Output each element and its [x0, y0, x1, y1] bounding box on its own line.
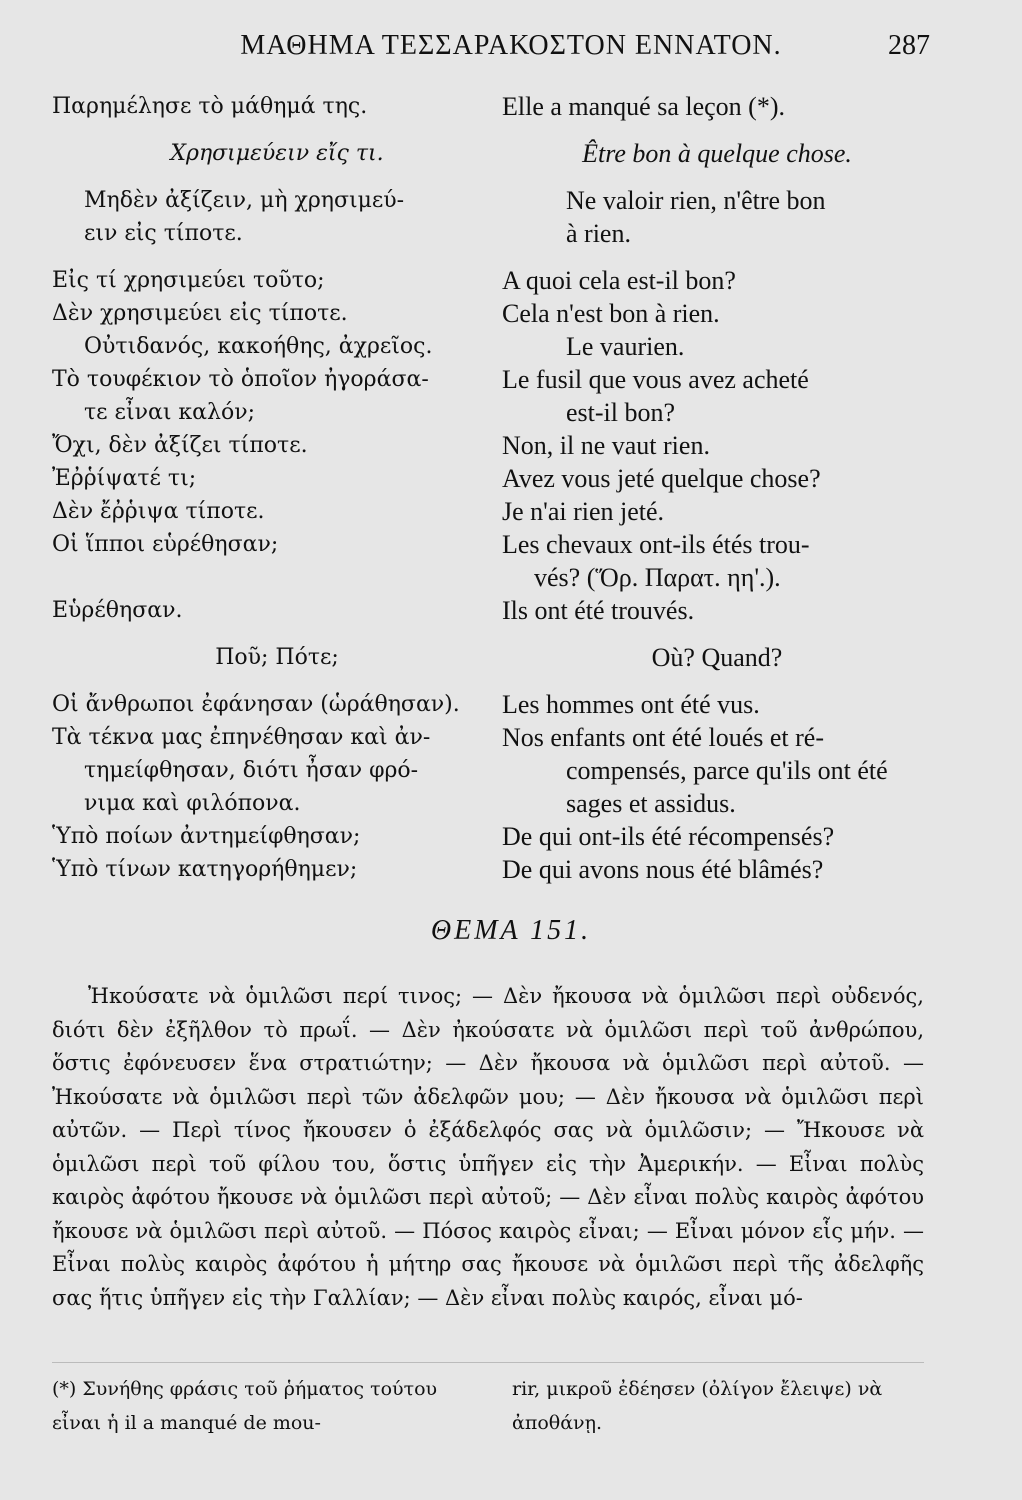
french-phrase: est-il bon? [566, 398, 676, 427]
french-phrase: Les chevaux ont-ils étés trou- [502, 530, 810, 559]
greek-phrase: Εἰς τί χρησιμεύει τοῦτο; [52, 268, 325, 293]
vocab-row [52, 594, 932, 627]
french-phrase: Ne valoir rien, n'être bon [566, 186, 826, 215]
greek-phrase: Οὐτιδανός, κακοήθης, ἀχρεῖος. [84, 334, 433, 359]
vocab-row [52, 528, 932, 561]
footnote [52, 1372, 924, 1440]
page-number: 287 [888, 30, 930, 61]
french-phrase: Elle a manqué sa leçon (*). [502, 92, 785, 121]
vocab-row [52, 90, 932, 123]
page-header [0, 30, 1022, 70]
vocab-row [52, 264, 932, 297]
french-phrase: De qui ont-ils été récompensés? [502, 822, 835, 851]
vocab-row [52, 137, 932, 170]
footnote-divider [52, 1362, 924, 1363]
vocab-row [52, 721, 932, 754]
french-phrase: Le fusil que vous avez acheté [502, 365, 809, 394]
footnote-right-column: rir, μικροῦ ἐδέησεν (ὀλίγον ἔλειψε) νὰ ἀποθάνῃ. [512, 1378, 883, 1434]
greek-phrase: Δὲν χρησιμεύει εἰς τίποτε. [52, 301, 348, 326]
greek-phrase: Δὲν ἔῤῥιψα τίποτε. [52, 499, 265, 524]
french-phrase: A quoi cela est-il bon? [502, 266, 736, 295]
greek-phrase: Παρημέλησε τὸ μάθημά της. [52, 94, 368, 119]
french-phrase: à rien. [566, 219, 631, 248]
french-phrase: Je n'ai rien jeté. [502, 497, 665, 526]
footnote-left-column: (*) Συνήθης φράσις τοῦ ῥήματος τούτου εἶναι ἡ il a manqué de mou- [52, 1378, 438, 1434]
vocab-row [52, 297, 932, 330]
french-phrase: Être bon à quelque chose. [582, 139, 852, 168]
exercise-heading: ΘΕΜΑ 151. [430, 915, 592, 946]
vocab-row [52, 462, 932, 495]
vocab-row [52, 853, 932, 886]
french-phrase: Où? Quand? [651, 643, 783, 672]
greek-phrase [52, 561, 502, 594]
vocab-row [52, 787, 932, 820]
french-phrase: compensés, parce qu'ils ont été [566, 756, 888, 785]
vocab-row [52, 429, 932, 462]
french-phrase: Nos enfants ont été loués et ré- [502, 723, 825, 752]
vocab-row [52, 561, 932, 594]
french-phrase: Le vaurien. [566, 332, 685, 361]
french-phrase: Les hommes ont été vus. [502, 690, 760, 719]
greek-phrase: τημείφθησαν, διότι ἦσαν φρό- [84, 758, 419, 783]
french-phrase: Avez vous jeté quelque chose? [502, 464, 821, 493]
french-phrase: De qui avons nous été blâmés? [502, 855, 824, 884]
vocab-row [52, 641, 932, 674]
vocab-row [52, 217, 932, 250]
greek-phrase: Ὑπὸ τίνων κατηγορήθημεν; [52, 857, 358, 882]
french-phrase: Cela n'est bon à rien. [502, 299, 720, 328]
greek-phrase: Εὑρέθησαν. [52, 598, 183, 623]
vocab-row [52, 754, 932, 787]
french-phrase: vés? (Ὅρ. Παρατ. ηη'.). [534, 563, 781, 592]
greek-phrase: Ὄχι, δὲν ἀξίζει τίποτε. [52, 433, 308, 458]
vocab-row [52, 688, 932, 721]
greek-phrase: Οἱ ἵπποι εὑρέθησαν; [52, 532, 279, 557]
greek-phrase: Τὰ τέκνα μας ἐπηνέθησαν καὶ ἀν- [52, 725, 431, 750]
greek-phrase: Ποῦ; Πότε; [215, 645, 339, 670]
vocab-row [52, 396, 932, 429]
greek-phrase: Χρησιμεύειν εἴς τι. [170, 141, 384, 166]
greek-phrase: τε εἶναι καλόν; [84, 400, 256, 425]
greek-phrase: Ἐῤῥίψατέ τι; [52, 466, 197, 491]
french-phrase: Ils ont été trouvés. [502, 596, 695, 625]
vocab-row [52, 330, 932, 363]
greek-phrase: ειν εἰς τίποτε. [84, 221, 243, 246]
running-head: ΜΑΘΗΜΑ ΤΕΣΣΑΡΑΚΟΣΤΟΝ ΕΝΝΑΤΟΝ. [240, 30, 782, 61]
greek-phrase: Τὸ τουφέκιον τὸ ὁποῖον ἠγοράσα- [52, 367, 429, 392]
greek-phrase: Οἱ ἄνθρωποι ἐφάνησαν (ὡράθησαν). [52, 692, 460, 717]
french-phrase: Non, il ne vaut rien. [502, 431, 710, 460]
vocabulary-list [52, 90, 932, 886]
greek-phrase: Ὑπὸ ποίων ἀντημείφθησαν; [52, 824, 361, 849]
greek-phrase: Μηδὲν ἀξίζειν, μὴ χρησιμεύ- [84, 188, 405, 213]
vocab-row [52, 820, 932, 853]
vocab-row [52, 363, 932, 396]
french-phrase: sages et assidus. [566, 789, 736, 818]
exercise-paragraph: Ἠκούσατε νὰ ὁμιλῶσι περί τινος; — Δὲν ἤκουσα νὰ ὁμιλῶσι περὶ οὐδενός, διότι δὲν ἐξῆλθον τὸ πρωΐ. — Δὲν ἠκούσατε νὰ ὁμιλῶσι περὶ τοῦ ἀνθρώπου, ὅστις ἐφόνευσεν ἕνα στρατιώτην; — Δὲν ἤκουσα νὰ ὁμιλῶσι περὶ αὐτοῦ. — Ἠκούσατε νὰ ὁμιλῶσι περὶ τῶν ἀδελφῶν μου; — Δὲν ἤκουσα νὰ ὁμιλῶσι περὶ αὐτῶν. — Περὶ τίνος ἤκουσεν ὁ ἐξάδελφός σας νὰ ὁμιλῶσιν; — Ἤκουσε νὰ ὁμιλῶσι περὶ τοῦ φίλου του, ὅστις ὑπῆγεν εἰς τὴν Ἀμερικήν. — Εἶναι πολὺς καιρὸς ἀφότου ἤκουσε νὰ ὁμιλῶσι περὶ αὐτοῦ; — Δὲν εἶναι πολὺς καιρὸς ἀφότου ἤκουσε νὰ ὁμιλῶσι περὶ αὐτοῦ. — Πόσος καιρὸς εἶναι; — Εἶναι μόνον εἷς μήν. — Εἶναι πολὺς καιρὸς ἀφότου ἡ μήτηρ σας ἤκουσε νὰ ὁμιλῶσι περὶ τῆς ἀδελφῆς σας ἥτις ὑπῆγεν εἰς τὴν Γαλλίαν; — Δὲν εἶναι πολὺς καιρός, εἶναι μό- [52, 984, 924, 1310]
vocab-row [52, 495, 932, 528]
greek-phrase: νιμα καὶ φιλόπονα. [84, 791, 301, 816]
vocab-row [52, 184, 932, 217]
